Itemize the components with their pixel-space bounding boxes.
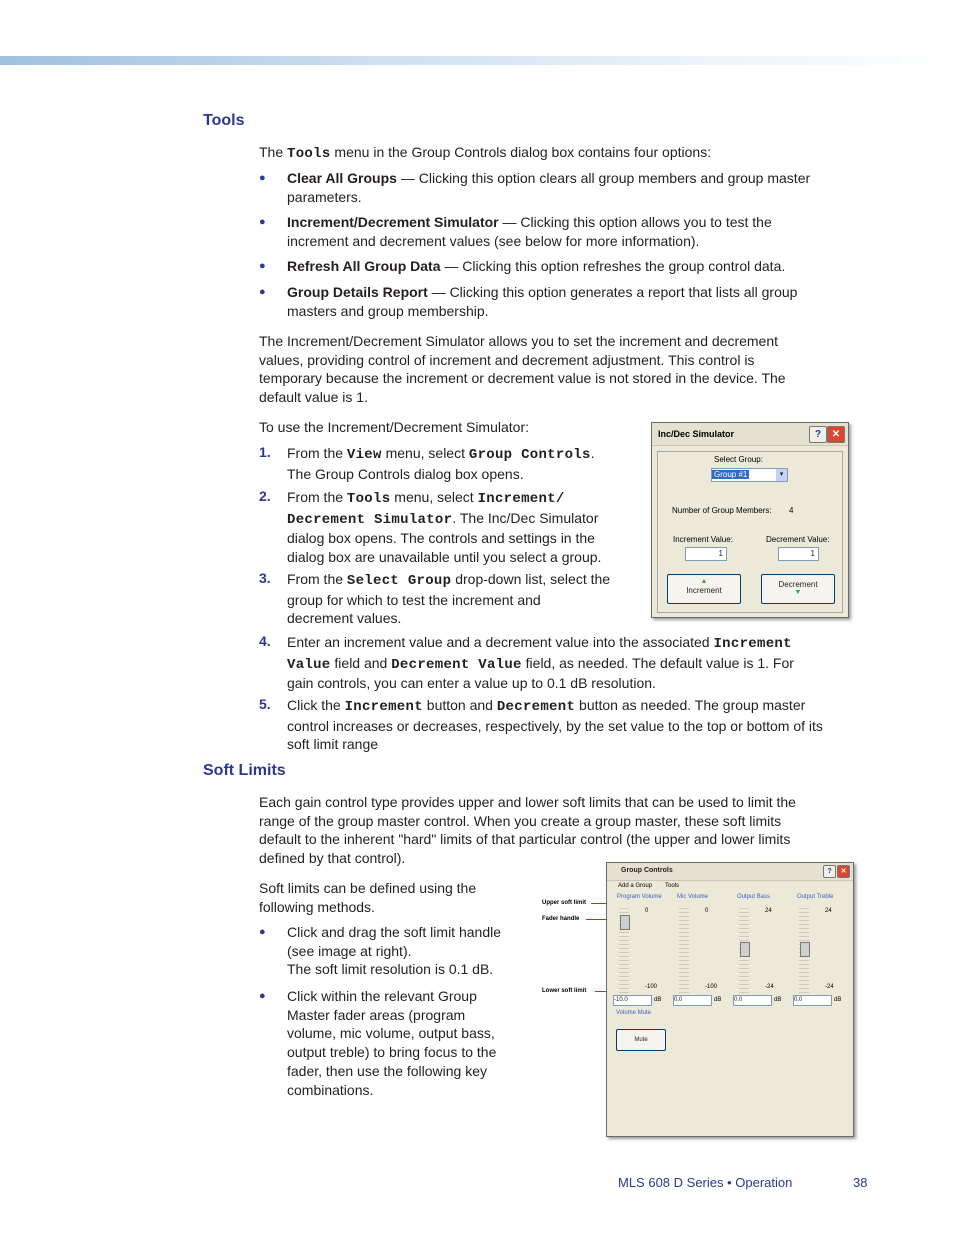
- close-button[interactable]: ✕: [837, 865, 850, 878]
- help-button[interactable]: ?: [823, 865, 836, 878]
- channel-name: Program Volume: [617, 894, 662, 900]
- step-number: 5.: [259, 696, 271, 712]
- top-limit: 0: [645, 908, 649, 914]
- mute-button[interactable]: Mute: [616, 1029, 666, 1051]
- increment-value-field[interactable]: 1: [685, 547, 727, 561]
- page-number: 38: [853, 1175, 868, 1190]
- bottom-limit: -100: [645, 984, 658, 990]
- step-number: 2.: [259, 488, 271, 504]
- top-limit: 24: [825, 908, 832, 914]
- channel-value-field[interactable]: 0.0: [733, 995, 772, 1006]
- footer-text: MLS 608 D Series • Operation: [618, 1175, 793, 1190]
- dialog-titlebar: [652, 423, 848, 446]
- tools-heading: Tools: [203, 112, 245, 129]
- list-item: Group Details Report — Clicking this option generates a report that lists all group masters and group membership.: [287, 284, 798, 319]
- fader-handle[interactable]: [740, 942, 750, 957]
- unit-label: dB: [774, 997, 782, 1003]
- volume-mute-label: Volume Mute: [616, 1010, 652, 1016]
- bottom-limit: -100: [705, 984, 718, 990]
- bullet-icon: ●: [259, 926, 266, 938]
- list-item: Refresh All Group Data — Clicking this option refreshes the group control data.: [287, 258, 786, 274]
- top-limit: 0: [705, 908, 709, 914]
- bullet-icon: ●: [259, 286, 266, 298]
- fader-handle[interactable]: [620, 915, 630, 930]
- members-label: Number of Group Members:: [672, 506, 772, 515]
- soft-limits-heading: Soft Limits: [203, 762, 286, 779]
- decrement-label: Decrement Value:: [766, 535, 830, 544]
- fader-handle[interactable]: [800, 942, 810, 957]
- increment-label: Increment Value:: [673, 535, 733, 544]
- help-button[interactable]: ?: [809, 426, 827, 443]
- annotation-lower-soft-limit: Lower soft limit: [542, 988, 587, 994]
- bullet-icon: ●: [259, 172, 266, 184]
- group-controls-dialog: [606, 862, 854, 1137]
- list-item: Clear All Groups — Clicking this option clears all group members and group master parameters.: [287, 170, 811, 205]
- dialog-titlebar: [607, 863, 853, 881]
- bullet-icon: ●: [259, 216, 266, 228]
- arrow-down-icon: ▼: [794, 589, 802, 596]
- top-limit: 24: [765, 908, 772, 914]
- decrement-button[interactable]: Decrement ▼: [761, 574, 835, 604]
- step-1: From the View menu, select Group Controls. The Group Controls dialog box opens.: [287, 445, 595, 482]
- fader-track[interactable]: [679, 908, 689, 994]
- menu-add-group[interactable]: Add a Group: [618, 883, 653, 889]
- soft-limits-paragraph: Each gain control type provides upper and lower soft limits that can be used to limit the range of the group master control. When you create a group master, these soft limits default to the inherent "hard" limits of that particular control (the upper and lower limits defined by that control).: [259, 794, 796, 867]
- members-value: 4: [789, 506, 794, 515]
- step-number: 1.: [259, 444, 271, 460]
- soft-methods-intro: Soft limits can be defined using the following methods.: [259, 880, 477, 915]
- list-item: Click and drag the soft limit handle (see image at right). The soft limit resolution is 0.1 dB.: [287, 924, 501, 978]
- annotation-fader-handle: Fader handle: [542, 916, 580, 922]
- select-group-label: Select Group:: [714, 455, 763, 464]
- step-4: Enter an increment value and a decrement value into the associated Increment Value field and Decrement Value field, as needed. The default value is 1. For gain controls, you can enter a value up to 0.1 dB resolution.: [287, 634, 794, 692]
- simulator-paragraph: The Increment/Decrement Simulator allows you to set the increment and decrement values, providing control of increment and decrement adjustment. This control is temporary because the increment or decrement value is not stored in the device. The default value is 1.: [259, 333, 786, 406]
- step-number: 4.: [259, 633, 271, 649]
- bottom-limit: -24: [825, 984, 834, 990]
- step-5: Click the Increment button and Decrement button as needed. The group master control increases or decreases, respectively, by the set value to the top or bottom of its soft limit range: [287, 697, 823, 753]
- bullet-icon: ●: [259, 990, 266, 1002]
- dialog-title: Group Controls: [621, 867, 673, 874]
- step-3: From the Select Group drop-down list, select the group for which to test the increment and decrement values.: [287, 571, 611, 627]
- to-use-label: To use the Increment/Decrement Simulator:: [259, 419, 530, 435]
- channel-value-field[interactable]: 0.0: [793, 995, 832, 1006]
- header-accent-bar: [0, 56, 954, 65]
- incdec-dialog: [651, 422, 849, 618]
- channel-name: Mic Volume: [677, 894, 709, 900]
- select-group-dropdown[interactable]: Group #1 ▾: [711, 468, 788, 482]
- arrow-up-icon: ▲: [700, 578, 708, 585]
- bullet-icon: ●: [259, 260, 266, 272]
- channel-value-field[interactable]: 0.0: [673, 995, 712, 1006]
- increment-button[interactable]: ▲ Increment: [667, 574, 741, 604]
- tools-intro: The Tools menu in the Group Controls dialog box contains four options:: [259, 144, 712, 162]
- unit-label: dB: [714, 997, 722, 1003]
- unit-label: dB: [834, 997, 842, 1003]
- annotation-upper-soft-limit: Upper soft limit: [542, 900, 587, 906]
- channel-value-field[interactable]: -10.0: [613, 995, 652, 1006]
- dialog-panel: [657, 451, 843, 613]
- unit-label: dB: [654, 997, 662, 1003]
- channel-name: Output Bass: [737, 894, 771, 900]
- decrement-value-field[interactable]: 1: [778, 547, 819, 561]
- bottom-limit: -24: [765, 984, 774, 990]
- close-button[interactable]: ✕: [827, 426, 845, 443]
- list-item: Increment/Decrement Simulator — Clicking this option allows you to test the increment and decrement values (see below for more information).: [287, 214, 772, 249]
- step-number: 3.: [259, 570, 271, 586]
- step-2: From the Tools menu, select Increment/ Decrement Simulator. The Inc/Dec Simulator dialog box opens. The controls and settings in the dialog box are unavailable until you select a group.: [287, 489, 602, 566]
- list-item: Click within the relevant Group Master fader areas (program volume, mic volume, output bass, output treble) to bring focus to the fader, then use the following key combinations.: [287, 988, 497, 1098]
- dialog-title: Inc/Dec Simulator: [658, 429, 735, 439]
- chevron-down-icon[interactable]: ▾: [776, 469, 787, 481]
- menu-tools[interactable]: Tools: [665, 883, 680, 889]
- channel-name: Output Treble: [797, 894, 834, 900]
